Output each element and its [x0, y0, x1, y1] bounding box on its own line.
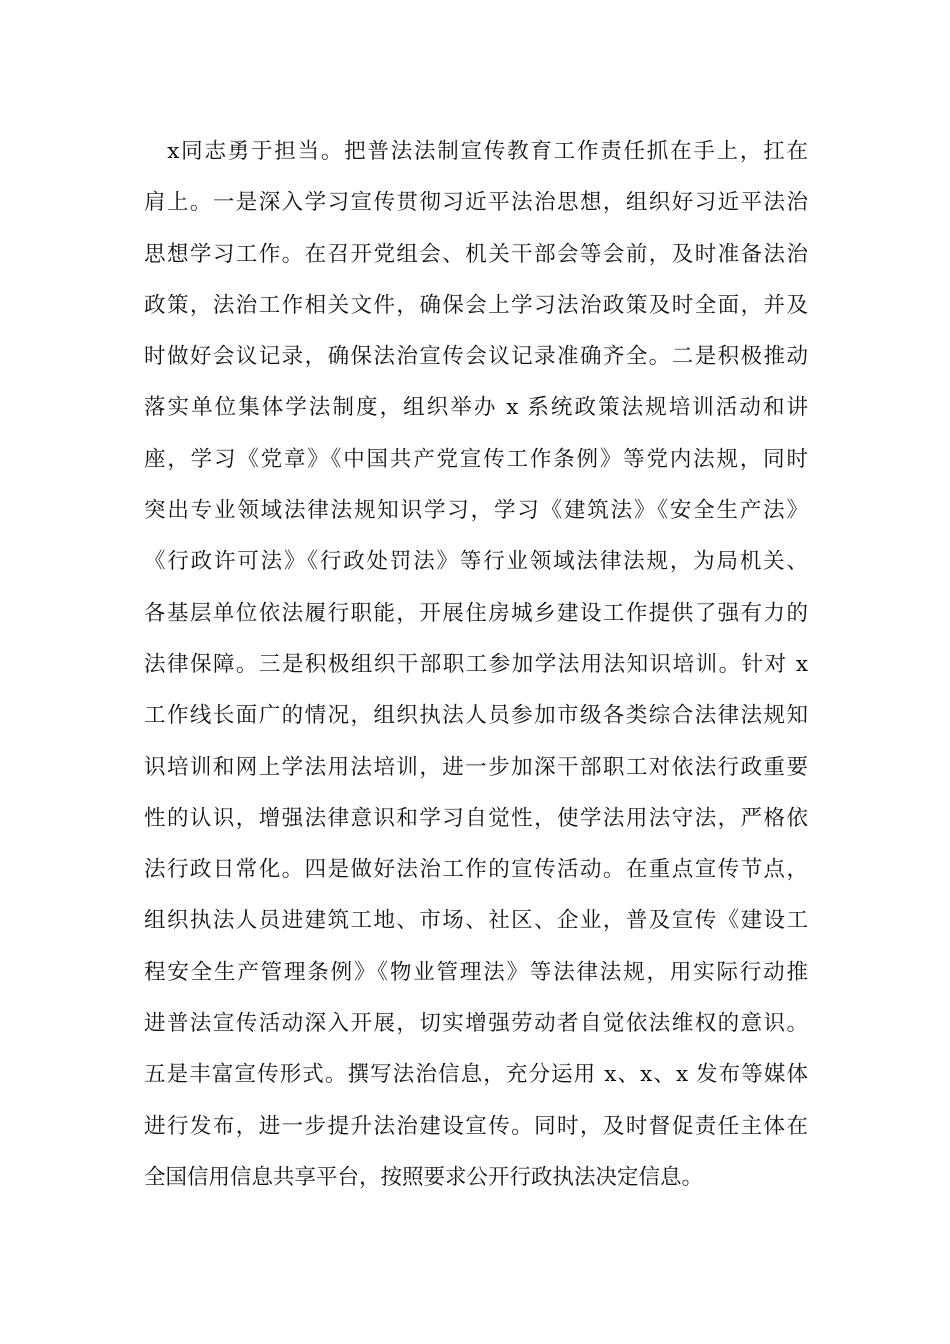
paragraph-line: 性的认识，增强法律意识和学习自觉性，使学法用法守法，严格依 [144, 805, 808, 831]
paragraph-line: 座，学习《党章》《中国共产党宣传工作条例》等党内法规，同时 [144, 446, 808, 472]
paragraph-line: 进行发布，进一步提升法治建设宣传。同时，及时督促责任主体在 [144, 1113, 808, 1139]
paragraph-line: 各基层单位依法履行职能，开展住房城乡建设工作提供了强有力的 [144, 600, 808, 626]
paragraph-line: 进普法宣传活动深入开展，切实增强劳动者自觉依法维权的意识。 [144, 1011, 808, 1037]
paragraph-line: 五是丰富宣传形式。撰写法治信息，充分运用 x、x、x 发布等媒体 [144, 1062, 808, 1088]
paragraph-line: 时做好会议记录，确保法治宣传会议记录准确齐全。二是积极推动 [144, 344, 808, 370]
paragraph-line: 全国信用信息共享平台，按照要求公开行政执法决定信息。 [144, 1164, 704, 1190]
body-paragraph [144, 126, 808, 1203]
paragraph-line: 法律保障。三是积极组织干部职工参加学法用法知识培训。针对 x [144, 651, 808, 677]
paragraph-line: x同志勇于担当。把普法法制宣传教育工作责任抓在手上，扛在 [144, 139, 808, 164]
paragraph-line: 思想学习工作。在召开党组会、机关干部会等会前，及时准备法治 [144, 241, 808, 267]
paragraph-line: 肩上。一是深入学习宣传贯彻习近平法治思想，组织好习近平法治 [144, 190, 808, 216]
paragraph-line: 《行政许可法》《行政处罚法》等行业领域法律法规，为局机关、 [144, 549, 808, 575]
paragraph-line: 组织执法人员进建筑工地、市场、社区、企业，普及宣传《建设工 [144, 908, 808, 934]
paragraph-line: 落实单位集体学法制度，组织举办 x 系统政策法规培训活动和讲 [144, 395, 808, 421]
paragraph-line: 工作线长面广的情况，组织执法人员参加市级各类综合法律法规知 [144, 703, 808, 729]
paragraph-line: 法行政日常化。四是做好法治工作的宣传活动。在重点宣传节点， [144, 857, 808, 883]
paragraph-line: 突出专业领域法律法规知识学习，学习《建筑法》《安全生产法》 [144, 498, 808, 524]
paragraph-line: 识培训和网上学法用法培训，进一步加深干部职工对依法行政重要 [144, 754, 808, 780]
paragraph-line: 政策，法治工作相关文件，确保会上学习法治政策及时全面，并及 [144, 292, 808, 318]
paragraph-line: 程安全生产管理条例》《物业管理法》等法律法规，用实际行动推 [144, 959, 808, 985]
